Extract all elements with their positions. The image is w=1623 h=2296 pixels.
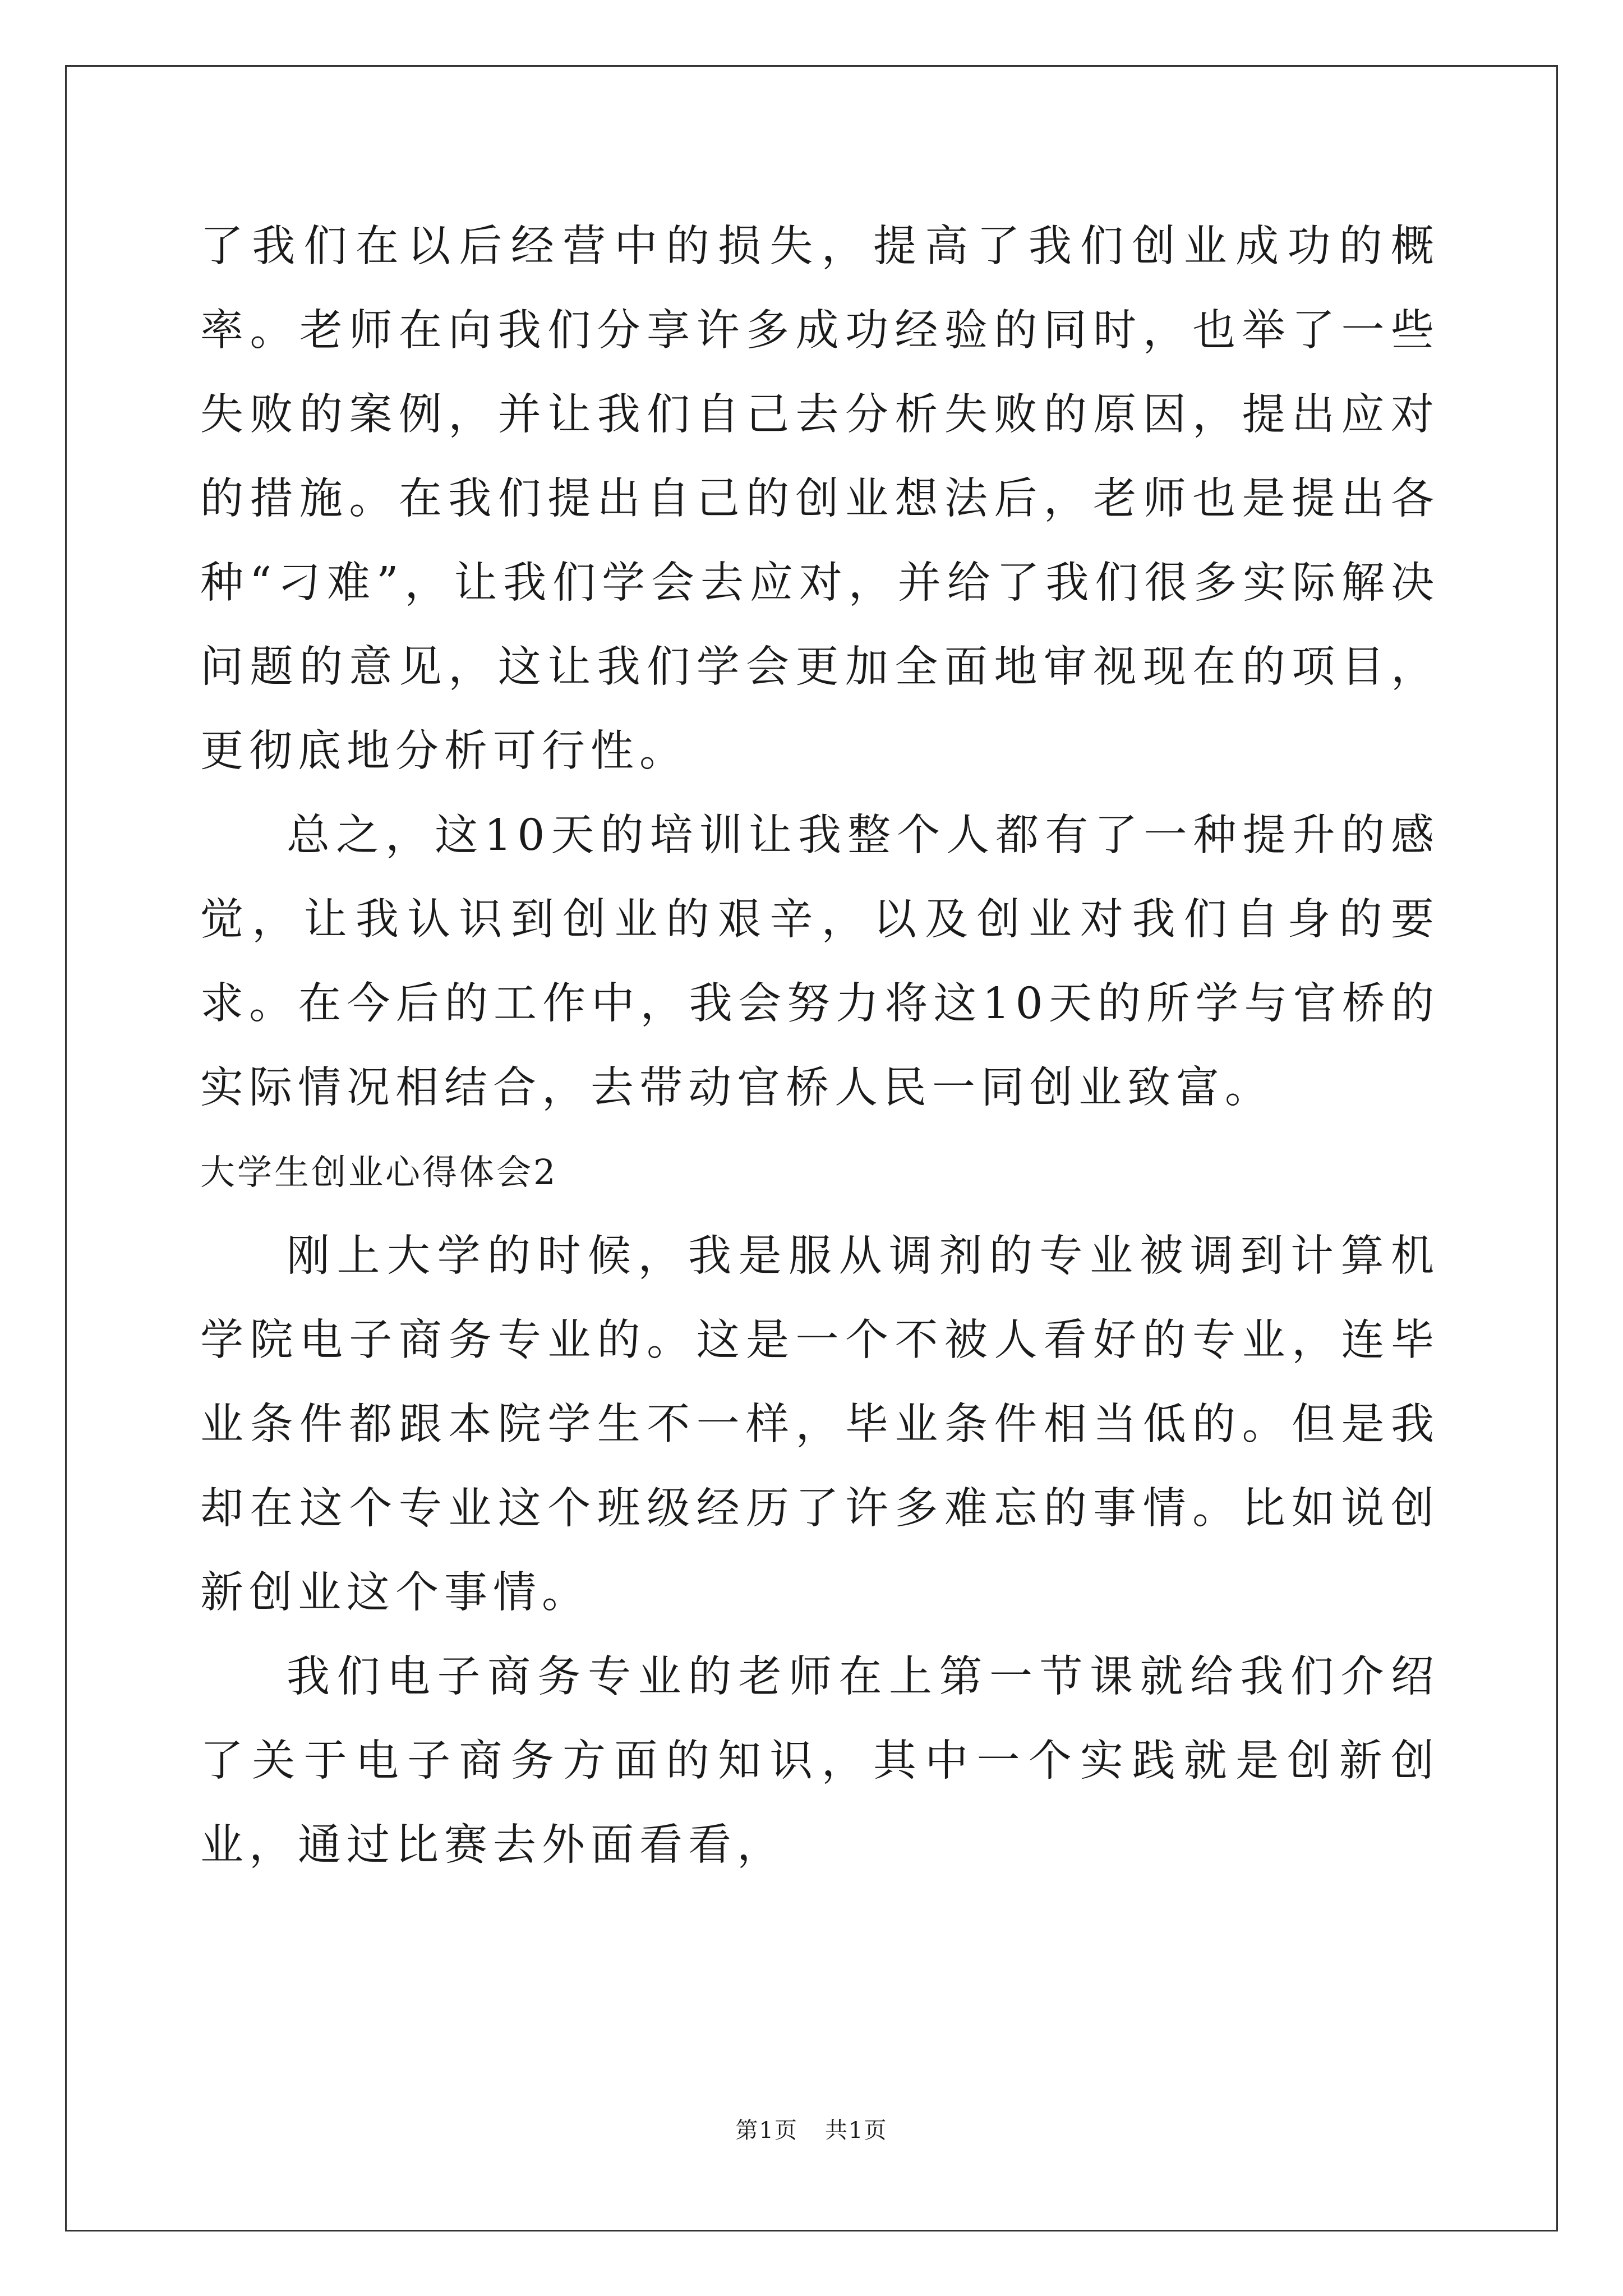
paragraph-3: 刚上大学的时候，我是服从调剂的专业被调到计算机学院电子商务专业的。这是一个不被人看好的专业，连毕业条件都跟本院学生不一样，毕业条件相当低的。但是我却在这个专业这个班级经历了许多难忘的事情。比如说创新创业这个事情。: [200, 1231, 1440, 1618]
section-heading: 大学生创业心得体会2: [200, 1152, 558, 1193]
page-number-total: 共1页: [825, 2118, 888, 2143]
paragraph-2: 总之，这10天的培训让我整个人都有了一种提升的感觉，让我认识到创业的艰辛，以及创业对我们自身的要求。在今后的工作中，我会努力将这10天的所学与官桥的实际情况相结合，去带动官桥人民一同创业致富。: [200, 811, 1440, 1113]
page-footer: [0, 2114, 1623, 2147]
page-number-current: 第1页: [735, 2118, 798, 2143]
paragraph-4: 我们电子商务专业的老师在上第一节课就给我们介绍了关于电子商务方面的知识，其中一个实践就是创新创业，通过比赛去外面看看，: [200, 1652, 1440, 1870]
document-body: [200, 205, 1440, 1888]
paragraph-1: 了我们在以后经营中的损失，提高了我们创业成功的概率。老师在向我们分享许多成功经验的同时，也举了一些失败的案例，并让我们自己去分析失败的原因，提出应对的措施。在我们提出自己的创业想法后，老师也是提出各种“刁难”，让我们学会去应对，并给了我们很多实际解决问题的意见，这让我们学会更加全面地审视现在的项目，更彻底地分析可行性。: [200, 222, 1440, 776]
